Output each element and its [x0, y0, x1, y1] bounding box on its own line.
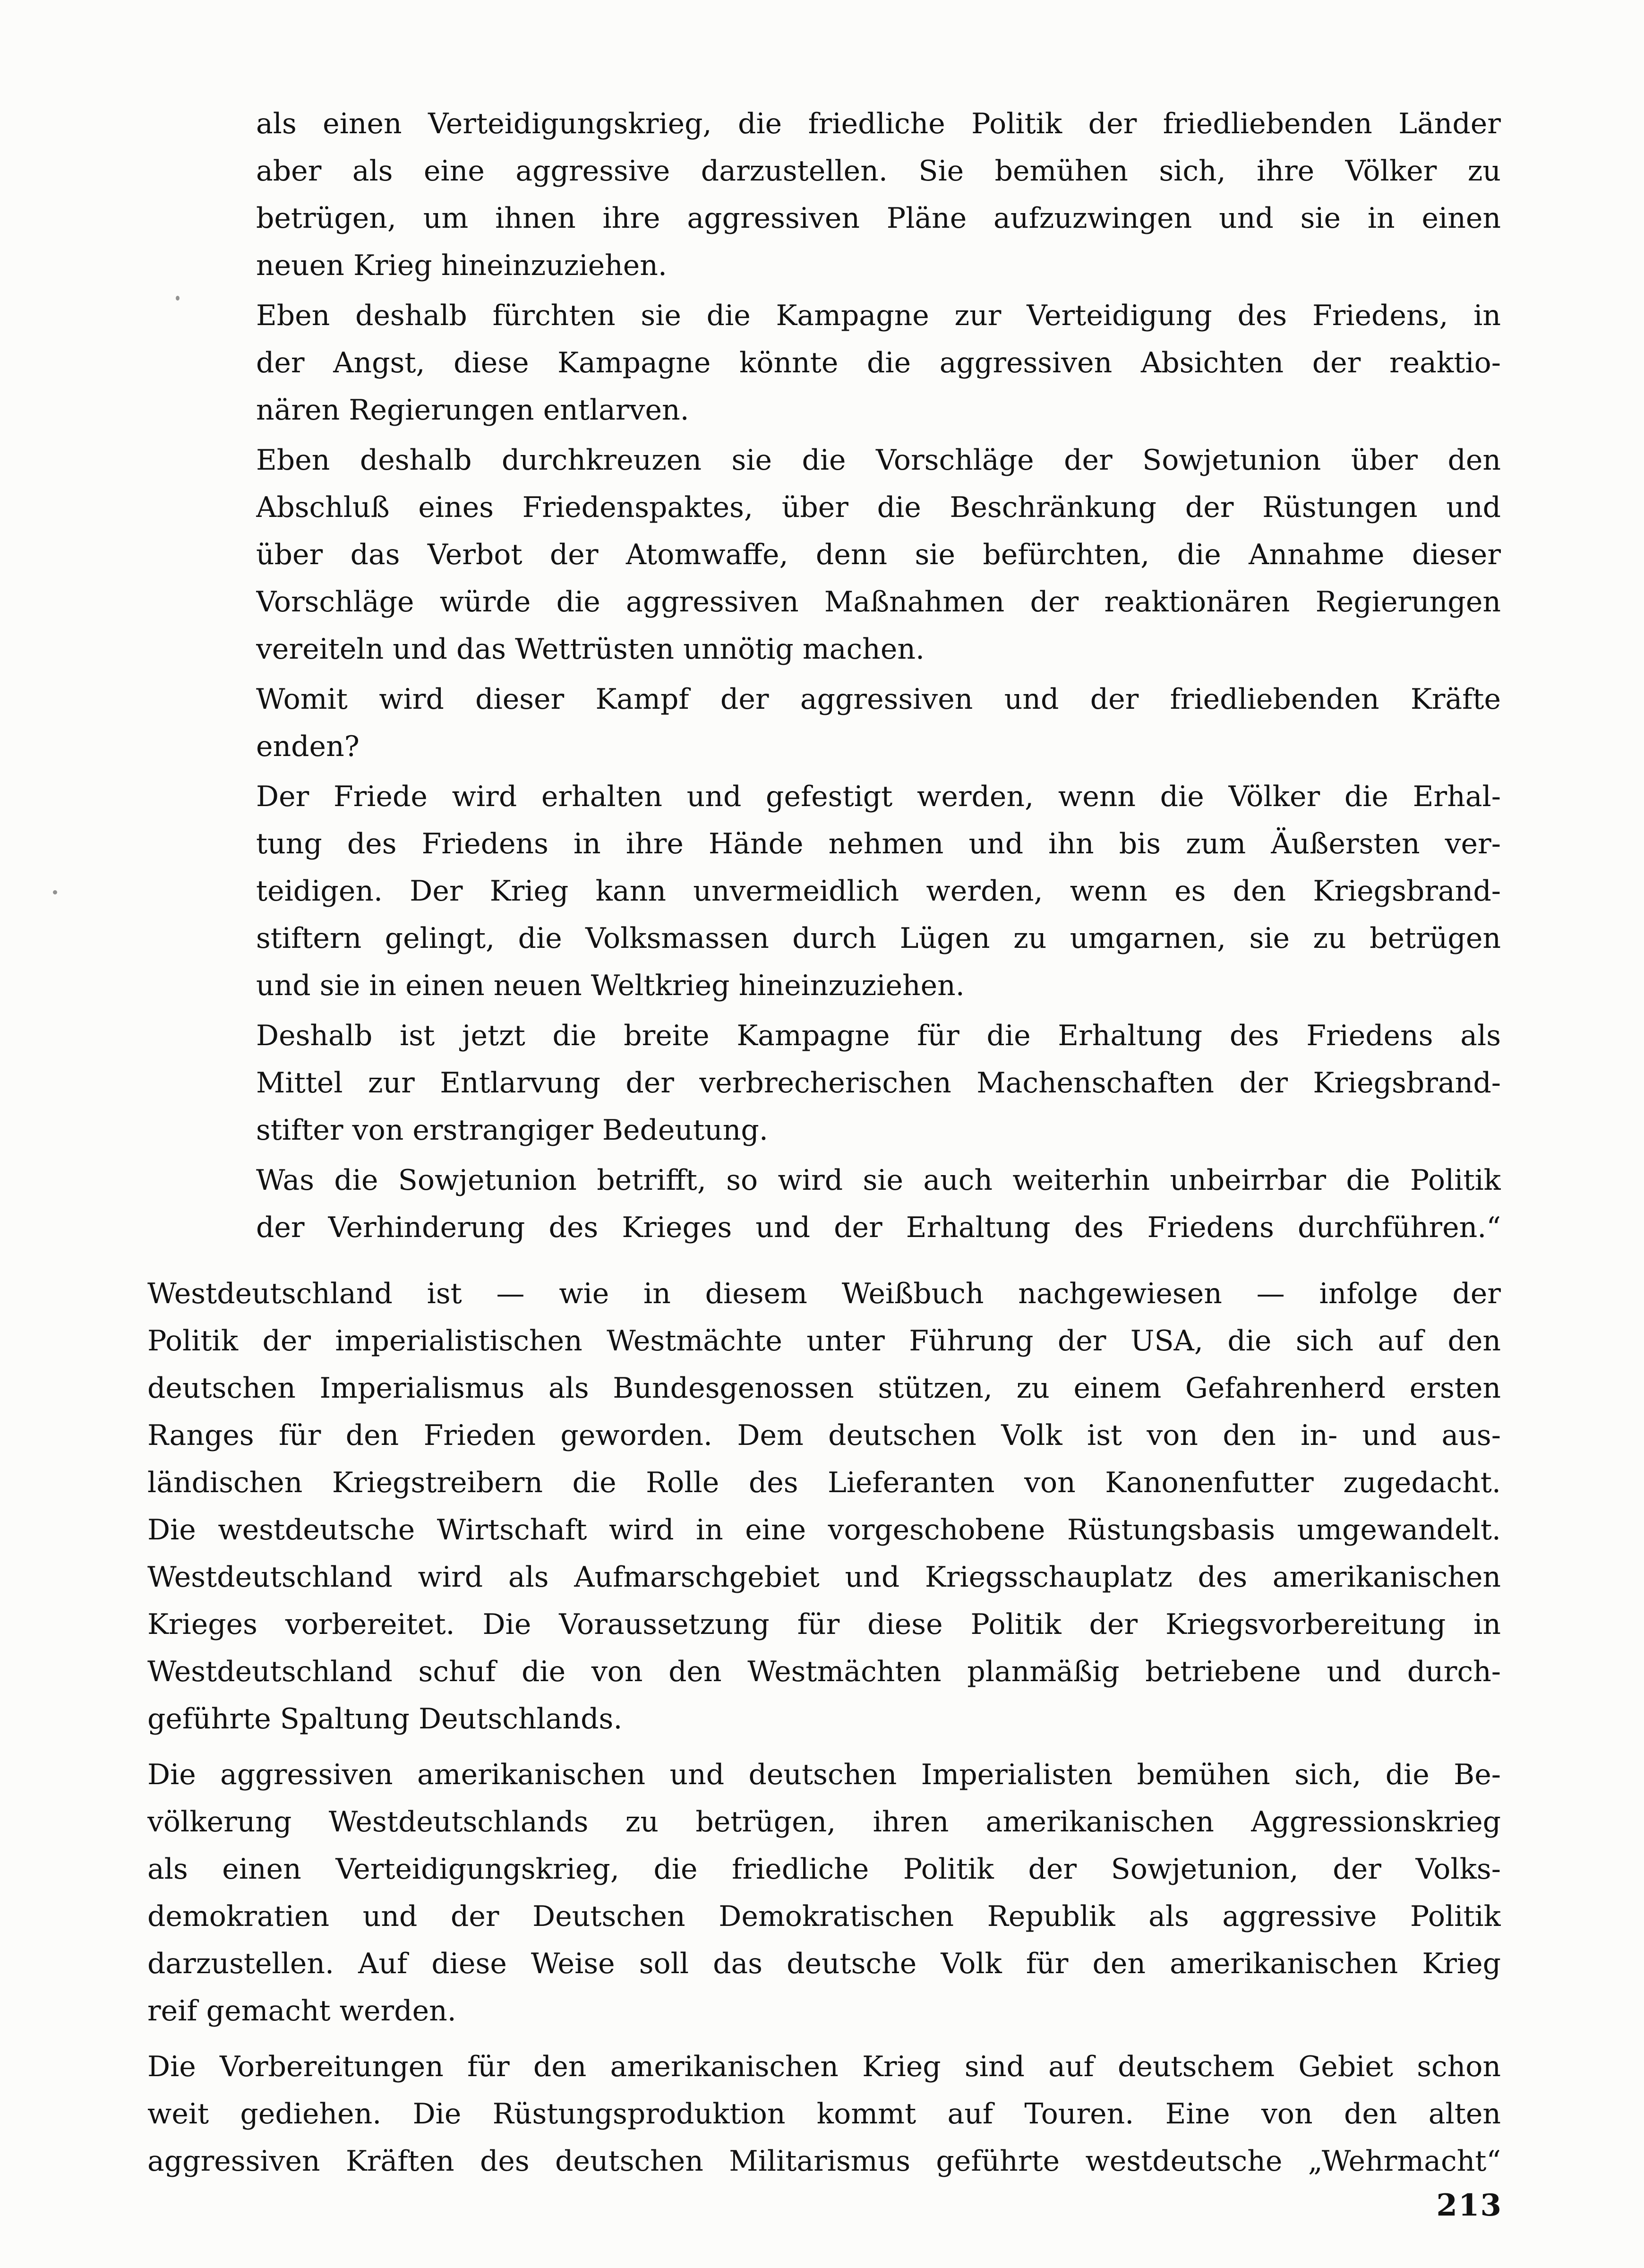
page-number: 213 [1436, 2188, 1502, 2223]
text-line: ländischen Kriegstreibern die Rolle des Lieferanten von Kanonenfutter zugedacht. [147, 1466, 1501, 1499]
text-line: Westdeutschland ist — wie in diesem Weißbuch nachgewiesen — infolge der [147, 1277, 1501, 1310]
text-line: Westdeutschland wird als Aufmarschgebiet und Kriegsschauplatz des amerikanischen [147, 1561, 1501, 1594]
text-line: Was die Sowjetunion betrifft, so wird sie auch weiterhin unbeirrbar die Politik [256, 1164, 1501, 1197]
text-line: stifter von erstrangiger Bedeutung. [256, 1114, 768, 1147]
text-line: demokratien und der Deutschen Demokratischen Republik als aggressive Politik [147, 1900, 1501, 1933]
paragraph [147, 1751, 1501, 2035]
text-line: Westdeutschland schuf die von den Westmächten planmäßig betriebene und durch- [147, 1655, 1501, 1688]
text-line: Der Friede wird erhalten und gefestigt werden, wenn die Völker die Erhal- [256, 780, 1501, 813]
text-line: stiftern gelingt, die Volksmassen durch Lügen zu umgarnen, sie zu betrügen [256, 922, 1501, 955]
text-line: deutschen Imperialismus als Bundesgenossen stützen, zu einem Gefahrenherd ersten [147, 1372, 1501, 1405]
text-line: tung des Friedens in ihre Hände nehmen und ihn bis zum Äußersten ver- [256, 827, 1501, 860]
text-line: Politik der imperialistischen Westmächte unter Führung der USA, die sich auf den [147, 1324, 1501, 1357]
text-line: Abschluß eines Friedenspaktes, über die Beschränkung der Rüstungen und [256, 491, 1501, 524]
scan-speck [176, 296, 180, 301]
paragraph [147, 2043, 1501, 2185]
block-quote [256, 100, 1501, 1251]
text-line: betrügen, um ihnen ihre aggressiven Pläne aufzuzwingen und sie in einen [256, 202, 1501, 235]
paragraph [147, 1270, 1501, 1743]
text-line: Mittel zur Entlarvung der verbrecherischen Machenschaften der Kriegsbrand- [256, 1066, 1501, 1100]
text-line: der Angst, diese Kampagne könnte die aggressiven Absichten der reaktio- [256, 346, 1501, 379]
text-line: nären Regierungen entlarven. [256, 394, 689, 427]
paragraph [256, 437, 1501, 673]
text-line: als einen Verteidigungskrieg, die friedliche Politik der friedliebenden Länder [256, 107, 1501, 140]
text-line: Die aggressiven amerikanischen und deutschen Imperialisten bemühen sich, die Be- [147, 1758, 1501, 1791]
page-content [0, 100, 1644, 2193]
text-line: geführte Spaltung Deutschlands. [147, 1702, 623, 1735]
paragraph [256, 292, 1501, 434]
text-line: aggressiven Kräften des deutschen Militarismus geführte westdeutsche „Wehrmacht“ [147, 2145, 1501, 2178]
paragraph [256, 1012, 1501, 1154]
text-line: über das Verbot der Atomwaffe, denn sie befürchten, die Annahme dieser [256, 538, 1501, 571]
text-line: reif gemacht werden. [147, 1994, 456, 2027]
text-line: Deshalb ist jetzt die breite Kampagne für die Erhaltung des Friedens als [256, 1019, 1501, 1052]
paragraph [256, 1157, 1501, 1251]
text-line: der Verhinderung des Krieges und der Erhaltung des Friedens durchführen.“ [256, 1211, 1501, 1244]
text-line: darzustellen. Auf diese Weise soll das deutsche Volk für den amerikanischen Krieg [147, 1947, 1501, 1980]
paragraph [256, 773, 1501, 1009]
text-line: Vorschläge würde die aggressiven Maßnahmen der reaktionären Regierungen [256, 585, 1501, 619]
text-line: und sie in einen neuen Weltkrieg hineinzuziehen. [256, 969, 965, 1002]
paragraph [256, 676, 1501, 770]
text-line: Krieges vorbereitet. Die Voraussetzung für diese Politik der Kriegsvorbereitung in [147, 1608, 1501, 1641]
text-line: Die westdeutsche Wirtschaft wird in eine vorgeschobene Rüstungsbasis umgewandelt. [147, 1513, 1501, 1546]
text-line: Womit wird dieser Kampf der aggressiven und der friedliebenden Kräfte [256, 683, 1501, 716]
text-line: vereiteln und das Wettrüsten unnötig machen. [256, 633, 925, 666]
text-line: weit gediehen. Die Rüstungsproduktion kommt auf Touren. Eine von den alten [147, 2097, 1501, 2131]
text-line: als einen Verteidigungskrieg, die friedliche Politik der Sowjetunion, der Volks- [147, 1853, 1501, 1886]
text-line: Eben deshalb durchkreuzen sie die Vorschläge der Sowjetunion über den [256, 444, 1501, 477]
text-line: völkerung Westdeutschlands zu betrügen, ihren amerikanischen Aggressionskrieg [147, 1805, 1501, 1838]
text-line: neuen Krieg hineinzuziehen. [256, 249, 667, 282]
text-line: enden? [256, 730, 360, 763]
paragraph [256, 100, 1501, 289]
text-line: Ranges für den Frieden geworden. Dem deutschen Volk ist von den in- und aus- [147, 1419, 1501, 1452]
text-line: Eben deshalb fürchten sie die Kampagne zur Verteidigung des Friedens, in [256, 299, 1501, 332]
text-line: teidigen. Der Krieg kann unvermeidlich werden, wenn es den Kriegsbrand- [256, 875, 1501, 908]
scan-speck [53, 890, 57, 894]
text-line: Die Vorbereitungen für den amerikanischen Krieg sind auf deutschem Gebiet schon [147, 2050, 1501, 2083]
main-text [147, 1270, 1501, 2185]
text-line: aber als eine aggressive darzustellen. Sie bemühen sich, ihre Völker zu [256, 155, 1501, 188]
